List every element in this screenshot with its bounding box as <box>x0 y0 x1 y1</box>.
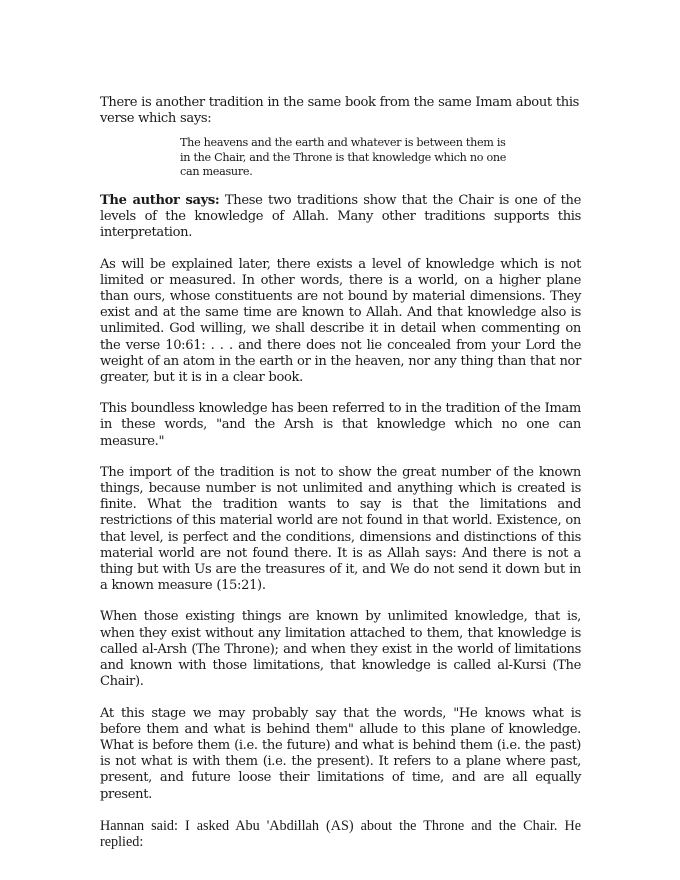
arsh-kursi-paragraph: When those existing things are known by unlimited knowledge, that is, when they exist without any limitation attached to them, that knowledge is called al-Arsh (The Throne); and when they exist in the world of limitations and known with those limitations, that knowledge is called al-Kursi (The Chair). <box>100 609 581 690</box>
hannan-paragraph: Hannan said: I asked Abu 'Abdillah (AS) about the Throne and the Chair. He replied: <box>100 817 581 850</box>
author-says-paragraph <box>100 193 581 242</box>
boundless-knowledge-paragraph: This boundless knowledge has been referred to in the tradition of the Imam in these words, "and the Arsh is that knowledge which no one can measure." <box>100 401 581 449</box>
intro-paragraph: There is another tradition in the same book from the same Imam about this verse which says: <box>100 95 580 127</box>
block-quote: The heavens and the earth and whatever is between them is in the Chair, and the Throne is that knowledge which no one can measure. <box>180 136 507 178</box>
knowledge-level-paragraph: As will be explained later, there exists a level of knowledge which is not limited or measured. In other words, there is a world, on a higher plane than ours, whose constituents are not bound by material dimensions. They exist and at the same time are known to Allah. And that knowledge also is unlimited. God willing, we shall describe it in detail when commenting on the verse 10:61: . . . and there does not lie concealed from your Lord the weight of an atom in the earth or in the heaven, nor any thing than that nor greater, but it is in a clear book. <box>100 256 581 386</box>
plane-of-knowledge-paragraph: At this stage we may probably say that the words, "He knows what is before them and what is behind them" allude to this plane of knowledge. What is before them (i.e. the future) and what is behind them (i.e. the past) is not what is with them (i.e. the present). It refers to a plane where past, present, and future loose their limitations of time, and are all equally present. <box>100 705 581 802</box>
author-says-lead: The author says: <box>100 193 220 209</box>
import-of-tradition-paragraph: The import of the tradition is not to show the great number of the known things, because number is not unlimited and anything which is created is finite. What the tradition wants to say is that the limitations and restrictions of this material world are not found in that world. Existence, on that level, is perfect and the conditions, dimensions and distinctions of this material world are not found there. It is as Allah says: And there is not a thing but with Us are the treasures of it, and We do not send it down but in a known measure (15:21). <box>100 464 581 594</box>
document-page <box>100 95 581 865</box>
author-says-text: These two traditions show that the Chair is one of the levels of the knowledge of Allah. Many other traditions supports this interpretation. <box>100 193 582 241</box>
